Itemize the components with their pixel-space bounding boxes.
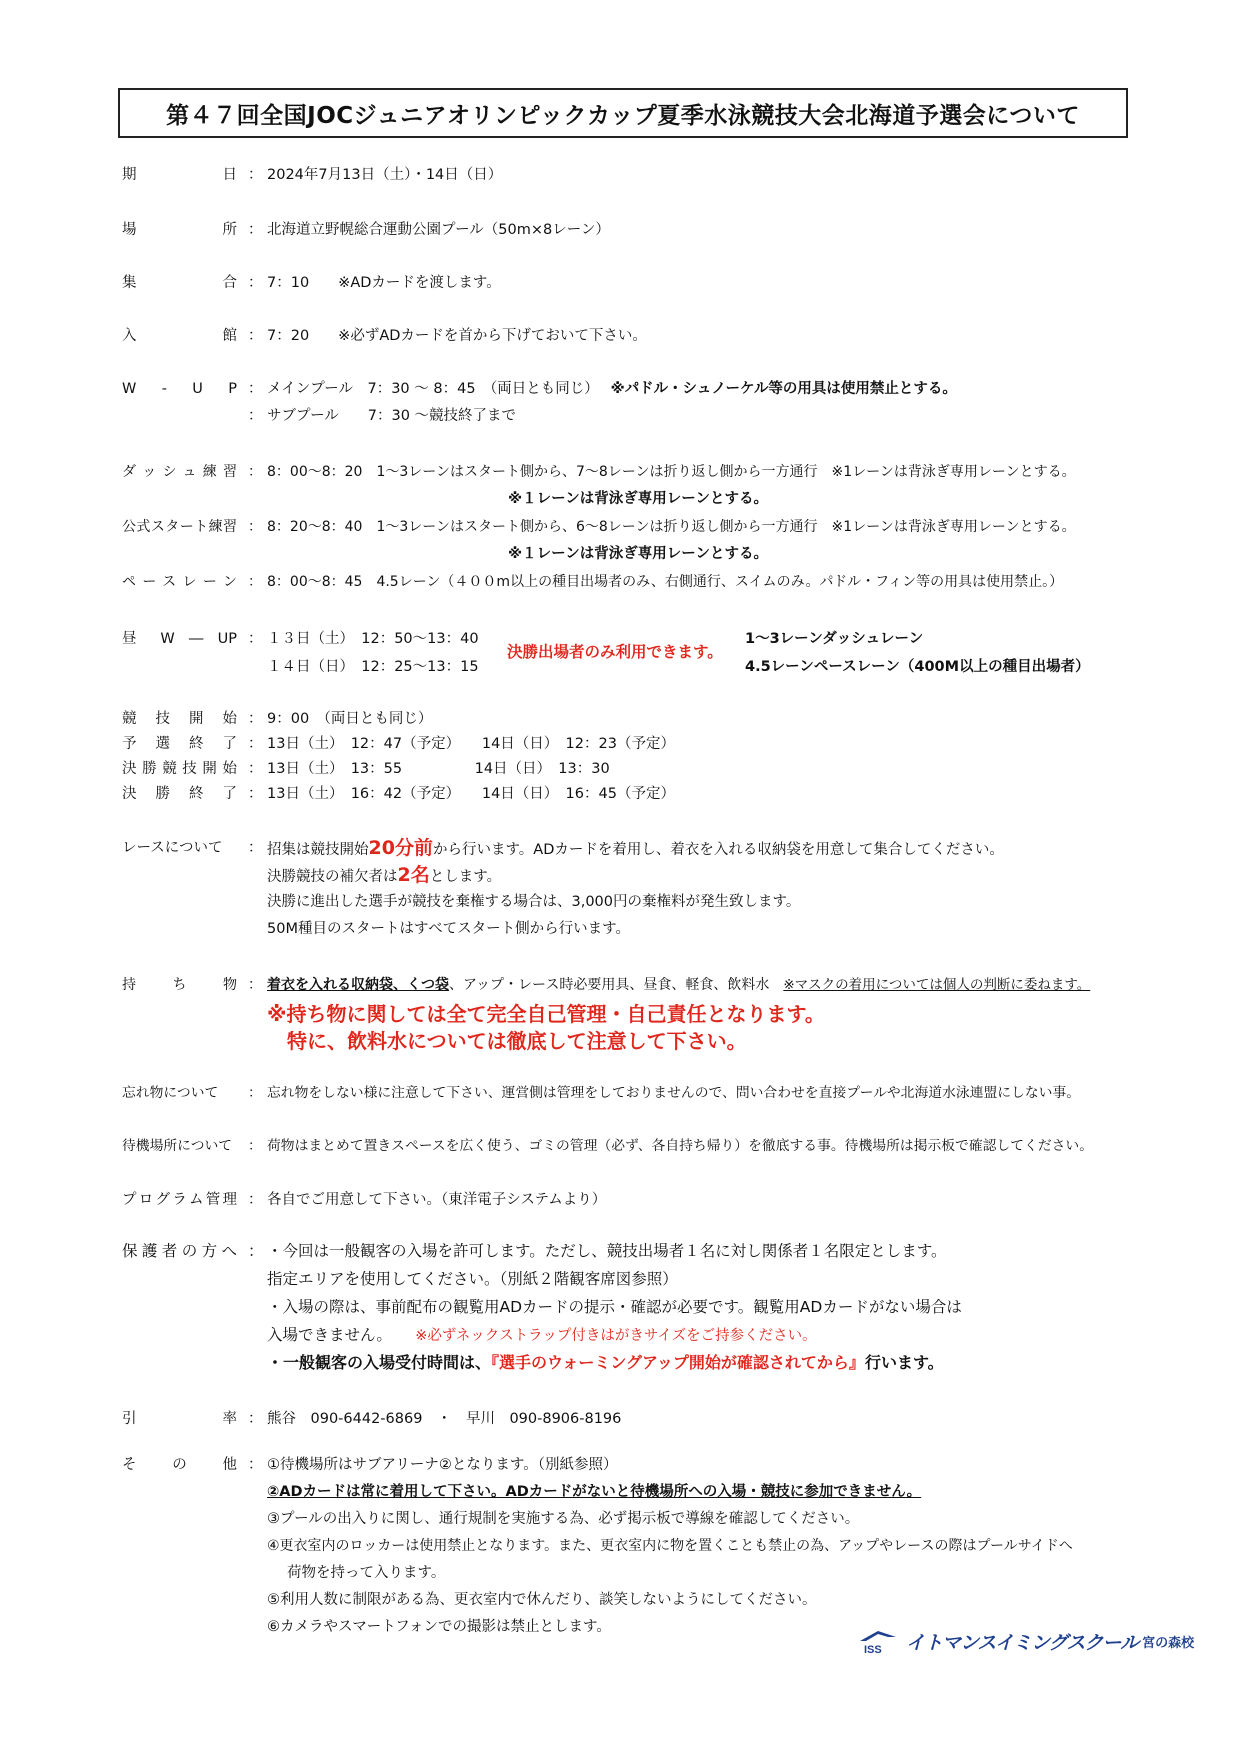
logo-mark-icon [858,1629,902,1655]
colon: ： [248,167,263,183]
value-schedule: 13日（土） 16：42（予定） 14日（日） 16：45（予定） [267,786,675,802]
colon: ： [248,1138,262,1154]
value-dash: 8：00～8：20 1～3レーンはスタート側から、7～8レーンは折り返し側から一方通行 ※1レーンは背泳ぎ専用レーンとする。 [267,464,1076,480]
label-leader: 引率 [122,1411,237,1427]
other-item: ①待機場所はサブアリーナ②となります。（別紙参照） [267,1457,618,1473]
colon: ： [248,786,263,802]
title-box [118,88,1128,138]
label-entry: 入館 [122,328,237,344]
race-line-2: 決勝競技の補欠者は2名とします。 [267,864,502,886]
value-noon-day1: １３日（土） 12：50～13：40 [267,631,479,647]
value-waiting: 荷物はまとめて置きスペースを広く使う、ゴミの管理（必ず、各自持ち帰り）を徹底する事。待機場所は掲示板で確認してください。 [267,1138,1094,1154]
value-entry: 7：20 ※必ずADカードを首から下げておいて下さい。 [267,328,647,344]
svg-text:ISS: ISS [864,1643,882,1655]
colon: ： [248,328,263,344]
other-item: ④更衣室内のロッカーは使用禁止となります。また、更衣室内に物を置くことも禁止の為、アップやレースの際はプールサイドへ [267,1538,1073,1554]
value-schedule: 9：00 （両日とも同じ） [267,711,433,727]
colon: ： [248,1411,263,1427]
other-item: ⑤利用人数に制限がある為、更衣室内で休んだり、談笑しないようにしてください。 [267,1592,817,1608]
colon: ： [248,1242,264,1260]
colon: ： [248,381,263,397]
colon: ： [248,736,263,752]
colon: ： [248,977,262,993]
value-schedule: 13日（土） 13：55 14日（日） 13：30 [267,761,610,777]
colon: ： [248,519,262,535]
other-item: ⑥カメラやスマートフォンでの撮影は禁止とします。 [267,1619,611,1635]
race-line-4: 50M種目のスタートはすべてスタート側から行います。 [267,921,631,937]
noon-note-red: 決勝出場者のみ利用できます。 [507,643,723,661]
label-start-practice: 公式スタート練習 [122,519,237,535]
value-noon-day2: １４日（日） 12：25～13：15 [267,659,479,675]
guardians-line-2: 指定エリアを使用してください。（別紙２階観客席図参照） [267,1270,678,1288]
value-leader: 熊谷 090-6442-6869 ・ 早川 090-8906-8196 [267,1411,622,1427]
colon: ： [248,464,262,480]
dash-note: ※１レーンは背泳ぎ専用レーンとする。 [508,491,769,507]
label-schedule: 決勝競技開始 [122,761,237,777]
wup-note: ※パドル・シュノーケル等の用具は使用禁止とする。 [610,381,957,397]
race-2people: 2名 [397,864,430,886]
colon: ： [248,1192,263,1208]
label-pace: ペースレーン [122,574,237,590]
label-date: 期日 [122,167,237,183]
value-date: 2024年7月13日（土）・14日（日） [267,167,503,183]
label-schedule: 予選終了 [122,736,237,752]
guardians-line-5: ・一般観客の入場受付時間は、『選手のウォーミングアップ開始が確認されてから』行います。 [267,1353,944,1372]
label-wup: W - U P [122,381,237,397]
colon: ： [248,1085,262,1101]
race-line-3: 決勝に進出した選手が競技を棄権する場合は、3,000円の棄権料が発生致します。 [267,894,801,910]
value-schedule: 13日（土） 12：47（予定） 14日（日） 12：23（予定） [267,736,675,752]
belongings-warning-1: ※持ち物に関しては全て完全自己管理・自己責任となります。 [267,1002,825,1026]
page-title: 第４７回全国JOCジュニアオリンピックカップ夏季水泳競技大会北海道予選会について [166,102,1080,129]
noon-lane2: 4.5レーンペースレーン（400M以上の種目出場者） [745,659,1090,675]
label-other: その他 [122,1457,237,1473]
value-assembly: 7：10 ※ADカードを渡します。 [267,275,501,291]
label-venue: 場所 [122,222,237,238]
label-program: プログラム管理 [122,1192,237,1208]
colon: ： [248,761,263,777]
colon: ： [248,631,263,647]
guardians-line-1: ・今回は一般観客の入場を許可します。ただし、競技出場者１名に対し関係者１名限定とします。 [267,1242,947,1260]
belongings-warning-2: 特に、飲料水については徹底して注意して下さい。 [287,1029,747,1053]
guardians-red-note: ※必ずネックストラップ付きはがきサイズをご持参ください。 [415,1328,817,1344]
race-20min: 20分前 [368,837,433,859]
label-waiting: 待機場所について [122,1138,233,1154]
label-dash: ダッシュ練習 [122,464,237,480]
label-noon-wup: 昼 W ― UP [122,631,237,647]
other-item: 荷物を持って入ります。 [287,1565,446,1581]
colon: ： [248,711,263,727]
label-belongings: 持ち物 [122,977,237,993]
label-race: レースについて [122,840,223,856]
colon: ： [248,1457,263,1473]
guardians-line-4: 入場できません。 ※必ずネックストラップ付きはがきサイズをご持参ください。 [267,1326,817,1344]
start-practice-note: ※１レーンは背泳ぎ専用レーンとする。 [508,546,769,562]
value-pace: 8：00～8：45 4.5レーン（４００m以上の種目出場者のみ、右側通行、スイムのみ。パドル・フィン等の用具は使用禁止。） [267,574,1064,590]
value-program: 各自でご用意して下さい。（東洋電子システムより） [267,1192,607,1208]
colon: ： [248,574,262,590]
label-schedule: 決勝終了 [122,786,237,802]
other-item: ③プールの出入りに関し、通行規制を実施する為、必ず掲示板で導線を確認してください。 [267,1511,860,1527]
value-lost: 忘れ物をしない様に注意して下さい、運営側は管理をしておりませんので、問い合わせを直接プールや北海道水泳連盟にしない事。 [267,1085,1081,1101]
race-line-1: 招集は競技開始20分前から行います。ADカードを着用し、着衣を入れる収納袋を用意して集合してください。 [267,837,1004,859]
value-venue: 北海道立野幌総合運動公園プール（50m×8レーン） [267,222,610,238]
label-schedule: 競技開始 [122,711,237,727]
value-wup-sub: サブプール 7：30 ～競技終了まで [267,408,517,424]
mask-note: ※マスクの着用については個人の判断に委ねます。 [783,977,1091,993]
colon: ： [248,408,263,424]
colon: ： [248,840,263,856]
guardians-line-3: ・入場の際は、事前配布の観覧用ADカードの提示・確認が必要です。観覧用ADカードがない場合は [267,1298,962,1316]
other-item: ②ADカードは常に着用して下さい。ADカードがないと待機場所への入場・競技に参加できません。 [267,1484,922,1500]
label-lost: 忘れ物について [122,1085,219,1101]
logo [858,1628,1194,1655]
colon: ： [248,222,263,238]
logo-branch: 宮の森校 [1142,1636,1195,1651]
noon-lane1: 1～3レーンダッシュレーン [745,631,924,647]
colon: ： [248,275,263,291]
value-start-practice: 8：20～8：40 1～3レーンはスタート側から、6～8レーンは折り返し側から一方通行 ※1レーンは背泳ぎ専用レーンとする。 [267,519,1076,535]
logo-name: イトマンスイミングスクール [906,1632,1139,1654]
value-wup-main: メインプール 7：30 ～ 8：45 （両日とも同じ） ※パドル・シュノーケル等の用具は使用禁止とする。 [267,381,957,397]
label-assembly: 集合 [122,275,237,291]
value-belongings: 着衣を入れる収納袋、くつ袋、アップ・レース時必要用具、昼食、軽食、飲料水 ※マスクの着用については個人の判断に委ねます。 [267,977,1091,993]
label-guardians: 保護者の方へ [122,1242,237,1260]
